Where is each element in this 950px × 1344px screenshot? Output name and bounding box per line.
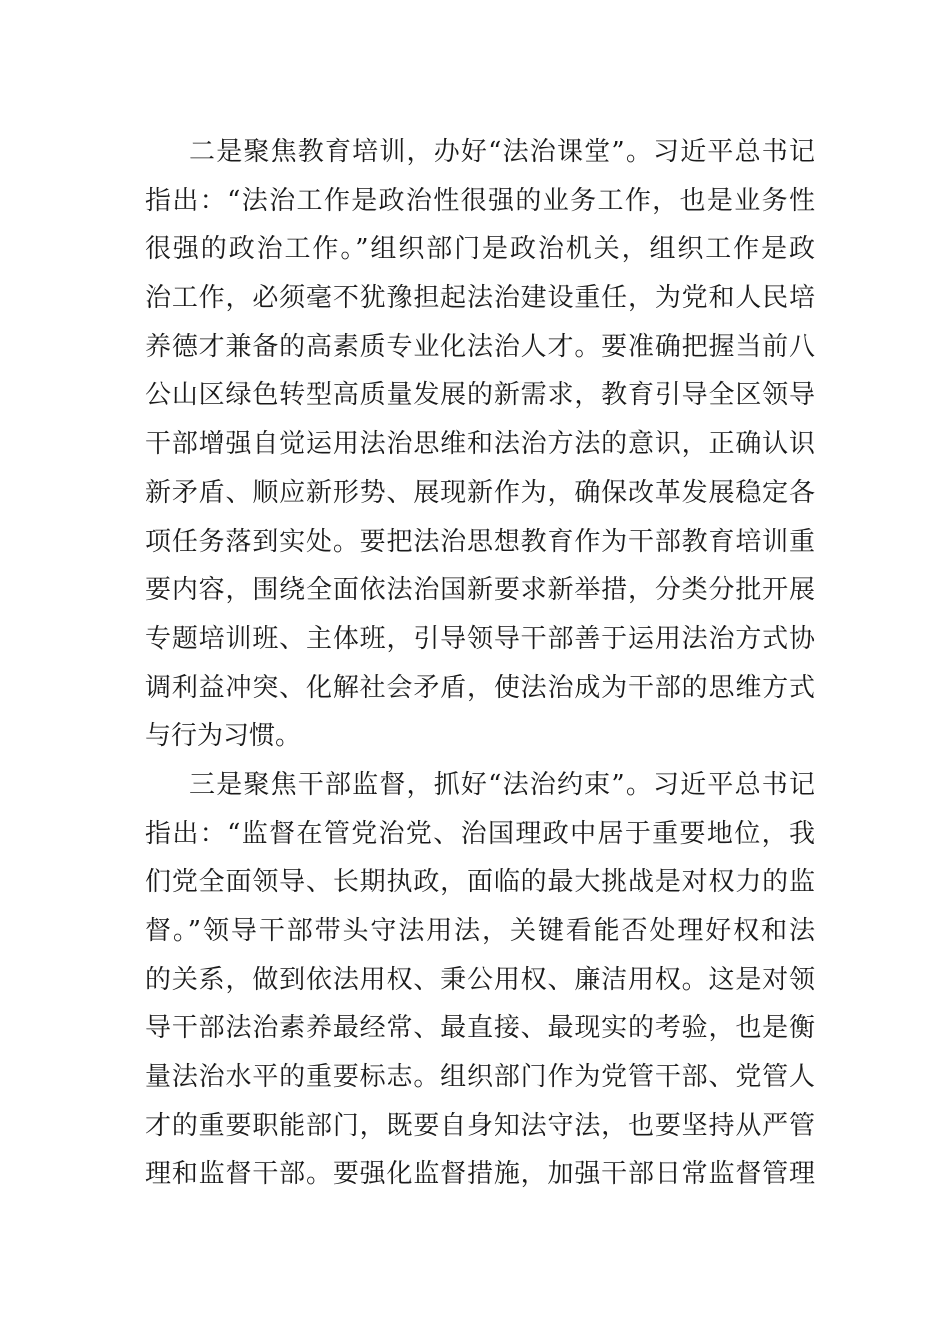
paragraph-line: 量法治水平的重要标志。组织部门作为党管干部、党管人	[145, 1062, 815, 1093]
paragraph-line: 督。”领导干部带头守法用法，关键看能否处理好权和法	[145, 916, 815, 946]
paragraph-line: 项任务落到实处。要把法治思想教育作为干部教育培训重	[145, 526, 815, 557]
paragraph-line: 专题培训班、主体班，引导领导干部善于运用法治方式协	[145, 623, 815, 654]
paragraph-education-training	[145, 128, 815, 761]
paragraph-line-last: 与行为习惯。	[145, 721, 302, 752]
paragraph-line: 新矛盾、顺应新形势、展现新作为，确保改革发展稳定各	[145, 477, 815, 508]
paragraph-line: 理和监督干部。要强化监督措施，加强干部日常监督管理	[145, 1159, 815, 1190]
paragraph-line: 二是聚焦教育培训，办好“法治课堂”。习近平总书记	[189, 137, 815, 167]
paragraph-line: 治工作，必须毫不犹豫担起法治建设重任，为党和人民培	[145, 283, 815, 314]
paragraph-line: 干部增强自觉运用法治思维和法治方法的意识，正确认识	[145, 429, 815, 460]
paragraph-line: 很强的政治工作。”组织部门是政治机关，组织工作是政	[145, 234, 815, 265]
paragraph-line: 指出：“监督在管党治党、治国理政中居于重要地位，我	[145, 818, 815, 849]
paragraph-line: 导干部法治素养最经常、最直接、最现实的考验，也是衡	[145, 1013, 815, 1044]
paragraph-line: 才的重要职能部门，既要自身知法守法，也要坚持从严管	[145, 1110, 815, 1141]
paragraph-line: 要内容，围绕全面依法治国新要求新举措，分类分批开展	[145, 575, 815, 606]
paragraph-line: 公山区绿色转型高质量发展的新需求，教育引导全区领导	[145, 380, 815, 411]
document-body	[145, 128, 815, 1199]
paragraph-cadre-supervision	[145, 761, 815, 1199]
paragraph-line: 养德才兼备的高素质专业化法治人才。要准确把握当前八	[145, 331, 815, 362]
paragraph-line: 们党全面领导、长期执政，面临的最大挑战是对权力的监	[145, 867, 815, 898]
paragraph-line: 的关系，做到依法用权、秉公用权、廉洁用权。这是对领	[145, 964, 815, 995]
paragraph-line: 调利益冲突、化解社会矛盾，使法治成为干部的思维方式	[145, 672, 815, 703]
paragraph-line: 三是聚焦干部监督，抓好“法治约束”。习近平总书记	[189, 769, 815, 800]
paragraph-line: 指出：“法治工作是政治性很强的业务工作，也是业务性	[145, 185, 815, 216]
